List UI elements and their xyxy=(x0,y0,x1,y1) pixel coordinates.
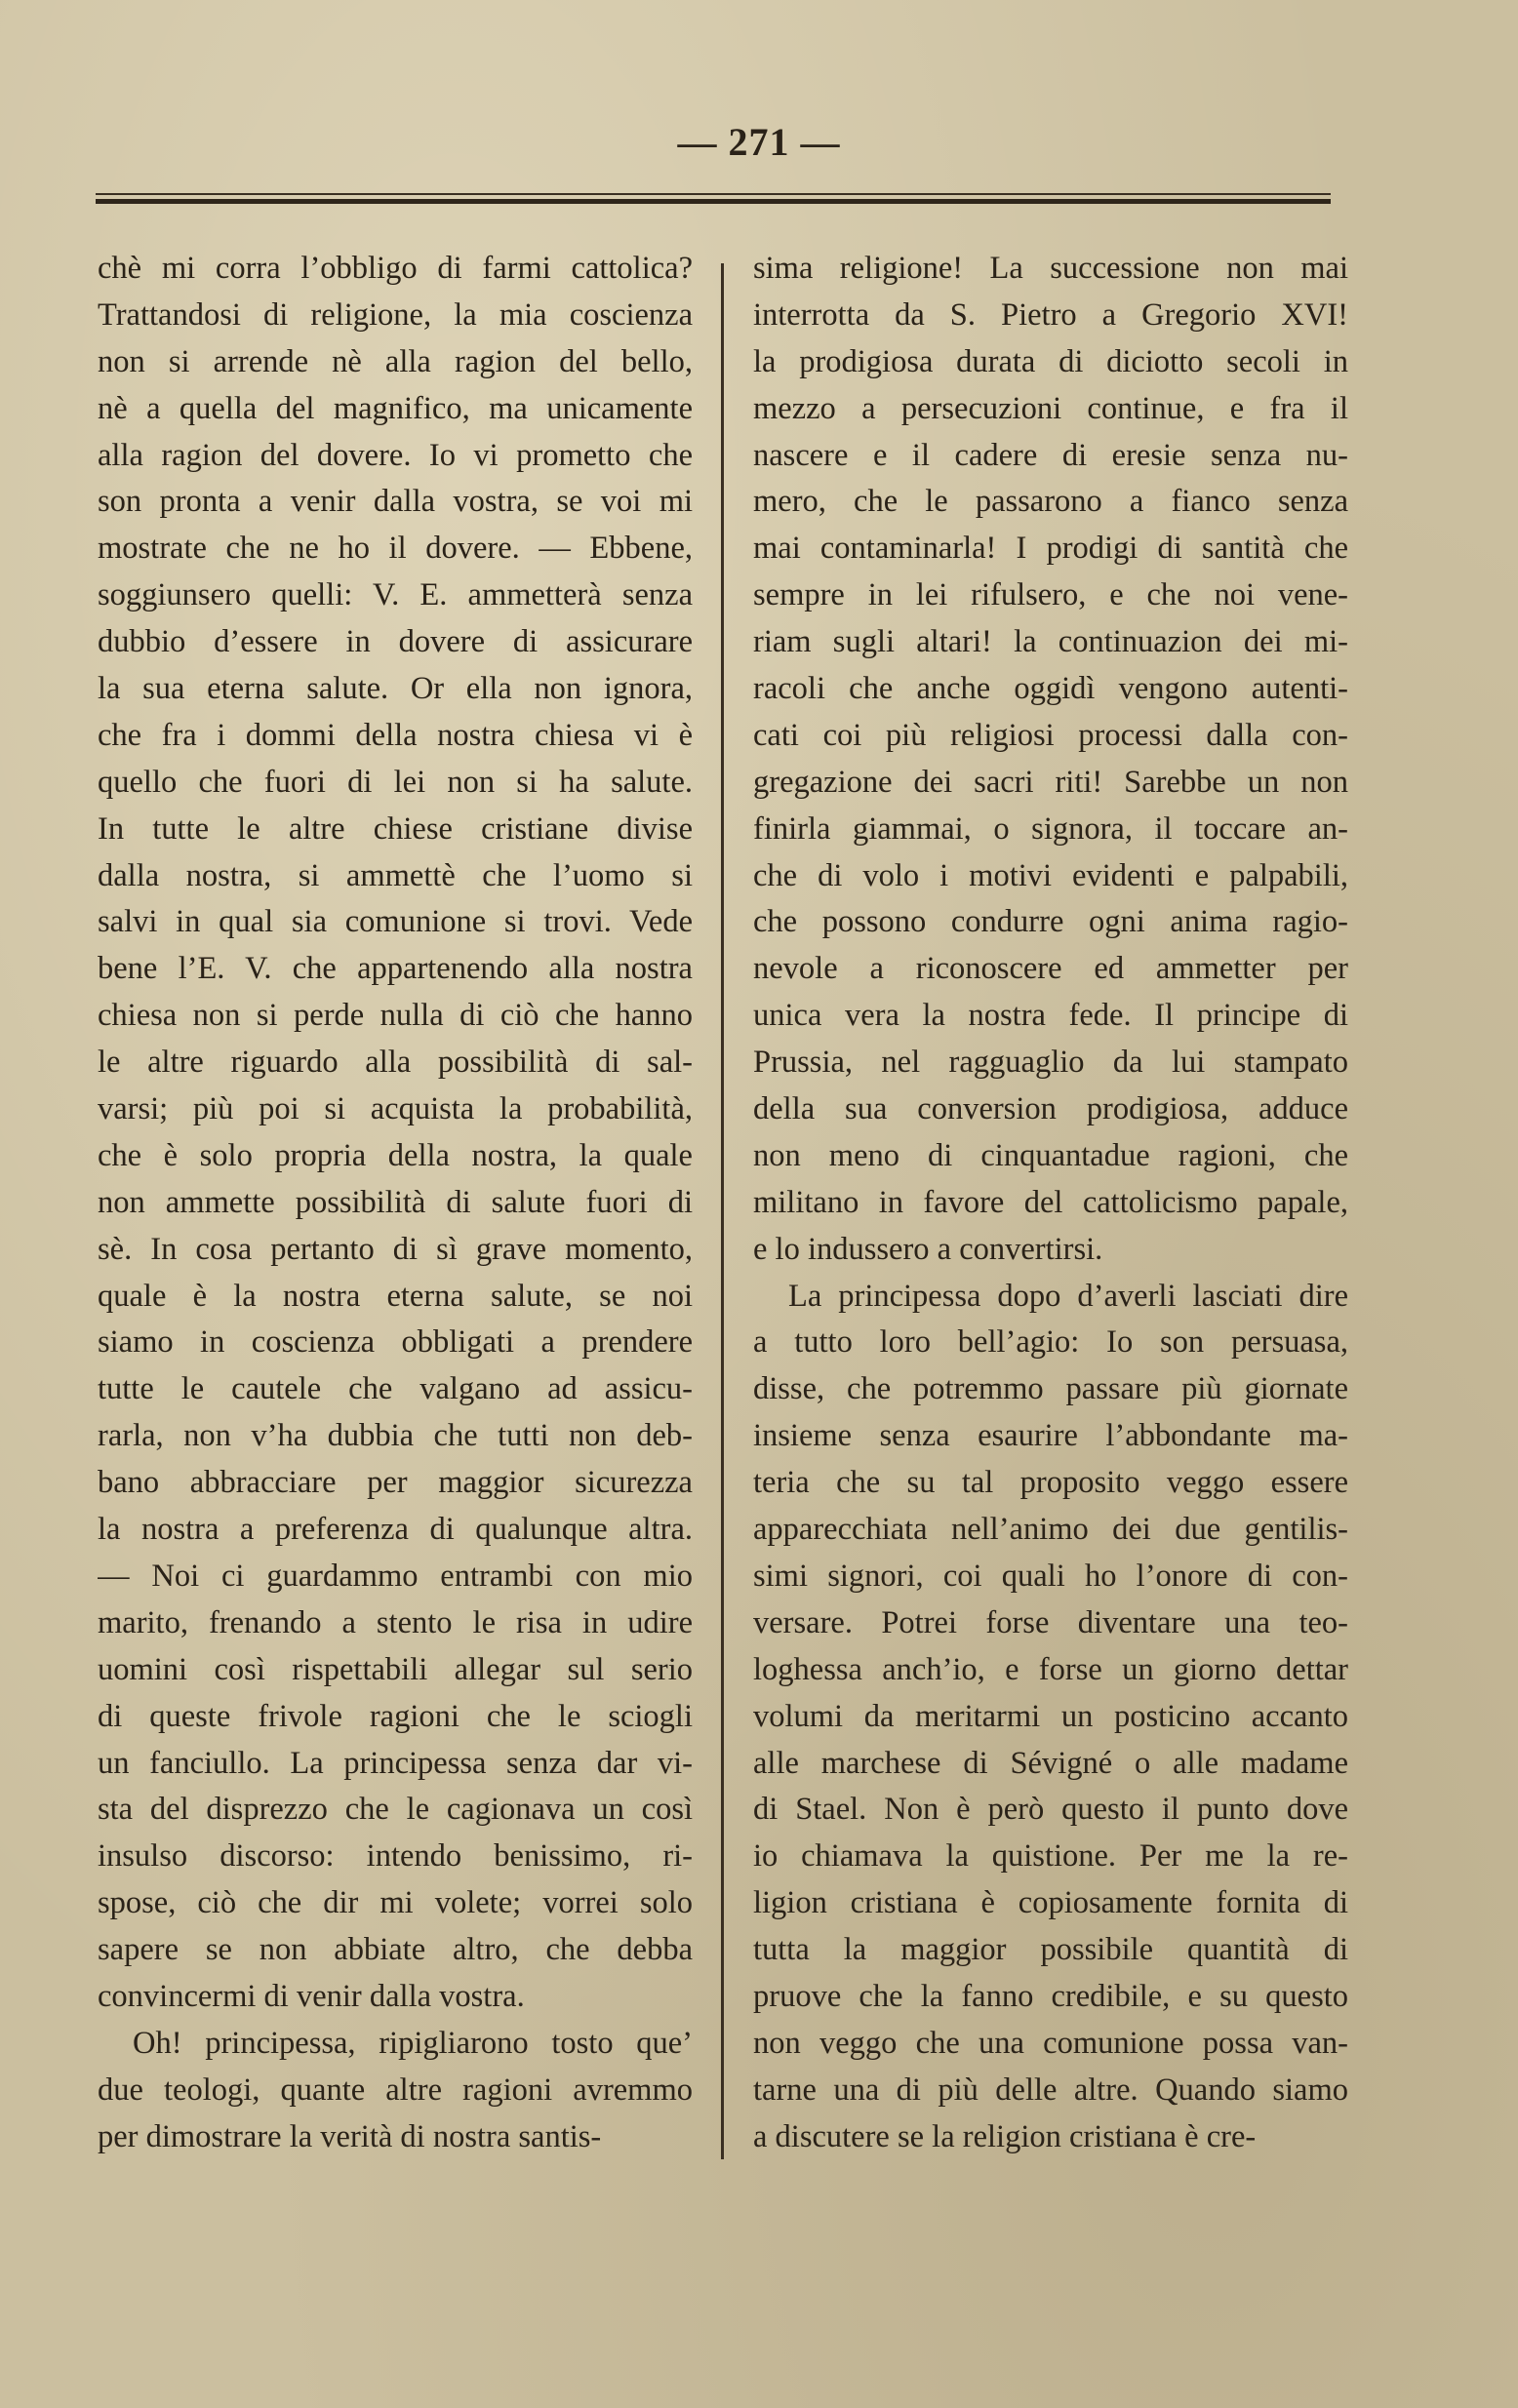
text-line: unica vera la nostra fede. Il principe di xyxy=(753,998,1348,1034)
text-line: bano abbracciare per maggior sicurezza xyxy=(98,1465,693,1501)
column-divider xyxy=(721,263,724,2159)
text-line: insulso discorso: intendo benissimo, ri- xyxy=(98,1838,693,1875)
text-line: la nostra a preferenza di qualunque altra. xyxy=(98,1512,693,1548)
text-line: uomini così rispettabili allegar sul serio xyxy=(98,1651,693,1687)
text-line: tutte le cautele che valgano ad assicu- xyxy=(98,1371,693,1407)
text-line: cati coi più religiosi processi dalla con- xyxy=(753,717,1348,753)
text-line: chiesa non si perde nulla di ciò che hanno xyxy=(98,998,693,1034)
header-rule xyxy=(96,193,1331,205)
text-line: apparecchiata nell’animo dei due gentilis- xyxy=(753,1512,1348,1548)
text-line: teria che su tal proposito veggo essere xyxy=(753,1465,1348,1501)
text-line: — Noi ci guardammo entrambi con mio xyxy=(98,1558,693,1594)
text-line: della sua conversion prodigiosa, adduce xyxy=(753,1091,1348,1127)
text-line: di queste frivole ragioni che le sciogli xyxy=(98,1698,693,1734)
text-line: dubbio d’essere in dovere di assicurare xyxy=(98,624,693,660)
text-line: versare. Potrei forse diventare una teo- xyxy=(753,1604,1348,1640)
text-line: per dimostrare la verità di nostra santis- xyxy=(98,2118,602,2154)
text-line: che fra i dommi della nostra chiesa vi è xyxy=(98,717,693,753)
text-line: nascere e il cadere di eresie senza nu- xyxy=(753,437,1348,473)
text-line: mostrate che ne ho il dovere. — Ebbene, xyxy=(98,531,693,567)
text-line: quale è la nostra eterna salute, se noi xyxy=(98,1278,693,1314)
text-line: soggiunsero quelli: V. E. ammetterà senza xyxy=(98,577,693,613)
text-line: sima religione! La successione non mai xyxy=(753,251,1348,286)
text-line: non meno di cinquantadue ragioni, che xyxy=(753,1137,1348,1173)
text-line: non si arrende nè alla ragion del bello, xyxy=(98,343,693,379)
text-line: convincermi di venir dalla vostra. xyxy=(98,1978,525,2014)
text-line: nevole a riconoscere ed ammetter per xyxy=(753,951,1348,987)
header-rule-thick xyxy=(96,199,1331,204)
text-line: che di volo i motivi evidenti e palpabili, xyxy=(753,857,1348,893)
text-line: Prussia, nel ragguaglio da lui stampato xyxy=(753,1045,1348,1081)
text-line: Oh! principessa, ripigliarono tosto que’ xyxy=(133,2025,693,2061)
text-line: di Stael. Non è però questo il punto dove xyxy=(753,1792,1348,1828)
text-line: tutta la maggior possibile quantità di xyxy=(753,1932,1348,1968)
text-line: nè a quella del magnifico, ma unicamente xyxy=(98,390,693,426)
text-line: varsi; più poi si acquista la probabilità, xyxy=(98,1091,693,1127)
text-line: disse, che potremmo passare più giornate xyxy=(753,1371,1348,1407)
text-line: quello che fuori di lei non si ha salute. xyxy=(98,764,693,800)
text-line: la prodigiosa durata di diciotto secoli in xyxy=(753,343,1348,379)
text-line: militano in favore del cattolicismo papale, xyxy=(753,1184,1348,1220)
text-line: non veggo che una comunione possa van- xyxy=(753,2025,1348,2061)
text-line: son pronta a venir dalla vostra, se voi mi xyxy=(98,484,693,520)
text-line: spose, ciò che dir mi volete; vorrei solo xyxy=(98,1885,693,1921)
text-line: che è solo propria della nostra, la quale xyxy=(98,1137,693,1173)
text-line: siamo in coscienza obbligati a prendere xyxy=(98,1324,693,1361)
page-number: — 271 — xyxy=(677,120,841,164)
text-line: alle marchese di Sévigné o alle madame xyxy=(753,1745,1348,1781)
text-line: sè. In cosa pertanto di sì grave momento, xyxy=(98,1231,693,1267)
text-line: simi signori, coi quali ho l’onore di con- xyxy=(753,1558,1348,1594)
text-line: La principessa dopo d’averli lasciati dire xyxy=(788,1278,1348,1314)
text-line: mero, che le passarono a fianco senza xyxy=(753,484,1348,520)
text-line: salvi in qual sia comunione si trovi. Vede xyxy=(98,904,693,940)
text-line: Trattandosi di religione, la mia coscienza xyxy=(98,296,693,333)
text-line: chè mi corra l’obbligo di farmi cattolica? xyxy=(98,251,693,286)
text-line: sempre in lei rifulsero, e che noi vene- xyxy=(753,577,1348,613)
text-line: pruove che la fanno credibile, e su questo xyxy=(753,1978,1348,2014)
text-line: mai contaminarla! I prodigi di santità che xyxy=(753,531,1348,567)
text-line: gregazione dei sacri riti! Sarebbe un non xyxy=(753,764,1348,800)
text-line: insieme senza esaurire l’abbondante ma- xyxy=(753,1418,1348,1454)
text-line: tarne una di più delle altre. Quando siamo xyxy=(753,2072,1348,2108)
text-line: le altre riguardo alla possibilità di sal- xyxy=(98,1045,693,1081)
text-line: finirla giammai, o signora, il toccare an- xyxy=(753,810,1348,847)
text-line: riam sugli altari! la continuazion dei mi- xyxy=(753,624,1348,660)
text-line: ligion cristiana è copiosamente fornita di xyxy=(753,1885,1348,1921)
text-line: sta del disprezzo che le cagionava un così xyxy=(98,1792,693,1828)
text-line: che possono condurre ogni anima ragio- xyxy=(753,904,1348,940)
text-line: alla ragion del dovere. Io vi prometto che xyxy=(98,437,693,473)
text-line: marito, frenando a stento le risa in udire xyxy=(98,1604,693,1640)
text-line: e lo indussero a convertirsi. xyxy=(753,1231,1103,1267)
text-line: dalla nostra, si ammettè che l’uomo si xyxy=(98,857,693,893)
text-line: rarla, non v’ha dubbia che tutti non deb- xyxy=(98,1418,693,1454)
text-line: interrotta da S. Pietro a Gregorio XVI! xyxy=(753,296,1348,333)
text-line: non ammette possibilità di salute fuori di xyxy=(98,1184,693,1220)
text-line: sapere se non abbiate altro, che debba xyxy=(98,1932,693,1968)
text-line: In tutte le altre chiese cristiane divise xyxy=(98,810,693,847)
text-line: loghessa anch’io, e forse un giorno dettar xyxy=(753,1651,1348,1687)
text-line: la sua eterna salute. Or ella non ignora, xyxy=(98,671,693,707)
text-line: io chiamava la quistione. Per me la re- xyxy=(753,1838,1348,1875)
right-text-column xyxy=(753,246,1348,2161)
text-line: racoli che anche oggidì vengono autenti- xyxy=(753,671,1348,707)
header-rule-thin xyxy=(96,193,1331,195)
text-line: due teologi, quante altre ragioni avremmo xyxy=(98,2072,693,2108)
text-line: a discutere se la religion cristiana è cre- xyxy=(753,2118,1257,2154)
text-line: mezzo a persecuzioni continue, e fra il xyxy=(753,390,1348,426)
text-line: un fanciullo. La principessa senza dar vi- xyxy=(98,1745,693,1781)
text-line: a tutto loro bell’agio: Io son persuasa, xyxy=(753,1324,1348,1361)
text-line: volumi da meritarmi un posticino accanto xyxy=(753,1698,1348,1734)
text-line: bene l’E. V. che appartenendo alla nostra xyxy=(98,951,693,987)
left-text-column xyxy=(98,246,693,2161)
